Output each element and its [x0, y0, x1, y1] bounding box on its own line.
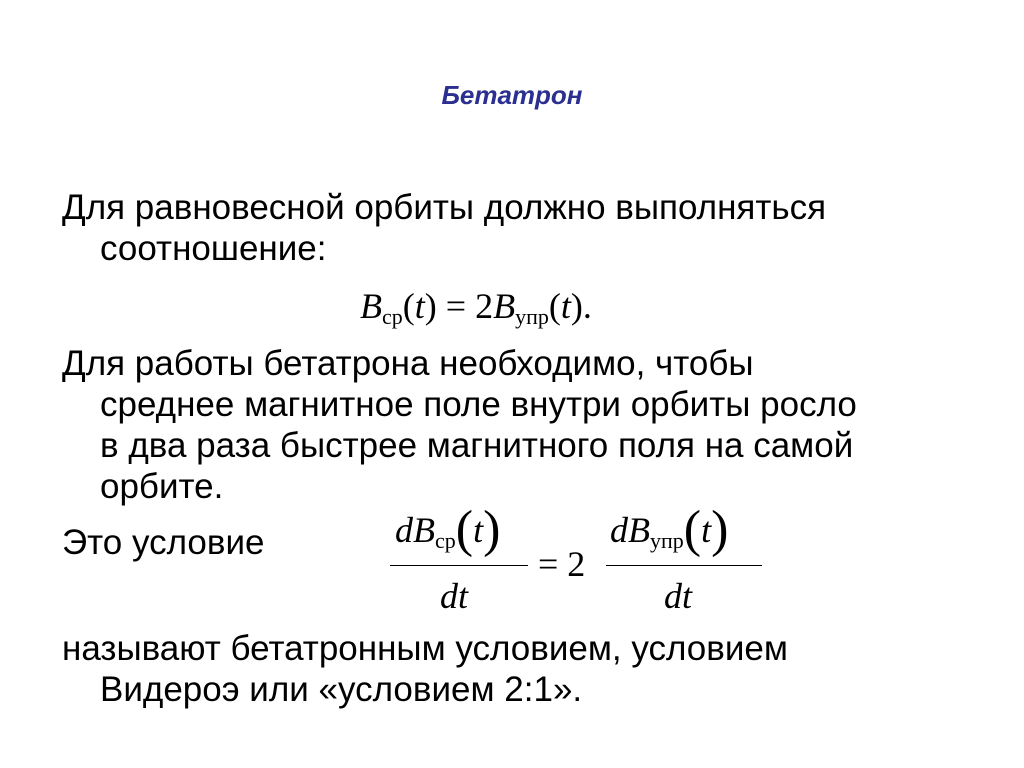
paragraph-continuation — [100, 228, 1020, 269]
paragraph-line: орбите. — [100, 467, 224, 506]
equation-arg: (t) — [402, 286, 437, 326]
equation-symbol-db: dB — [395, 510, 435, 550]
paragraph-line: называют бетатронным условием, условием — [62, 629, 788, 668]
paragraph-line: Для равновесной орбиты должно выполняться — [62, 188, 827, 227]
paragraph-continuation — [100, 384, 1020, 425]
paragraph-line: Видероэ или «условием 2:1». — [100, 670, 583, 709]
fraction-bar — [390, 565, 528, 566]
paragraph-line: соотношение: — [100, 229, 327, 268]
fraction-denominator: dt — [664, 576, 693, 616]
equation-arg: (t) — [548, 286, 583, 326]
paragraph-line: в два раза быстрее магнитного поля на самой — [100, 426, 854, 465]
equation-symbol-b: B — [493, 286, 516, 326]
equation-symbol-db: dB — [610, 510, 650, 550]
equation-arg-t: t — [473, 510, 484, 550]
fraction-numerator: $dB_{упр}(t)$ — [610, 501, 729, 558]
paragraph-continuation — [100, 669, 1020, 710]
paragraph-equilibrium-orbit — [62, 187, 1020, 228]
paragraph-line: Это условие — [62, 523, 265, 562]
paragraph-line: Для работы бетатрона необходимо, чтобы — [62, 344, 754, 383]
slide-title: Бетатрон — [441, 80, 583, 110]
equation-symbol-b: B — [360, 286, 382, 326]
fraction-bar — [606, 565, 762, 566]
equation-subscript: ср — [382, 304, 403, 329]
paragraph-betatron-work — [62, 343, 1020, 384]
equation-arg-t: t — [701, 510, 712, 550]
equation-subscript: упр — [515, 304, 549, 329]
fraction-denominator: dt — [440, 576, 469, 616]
equation-equals-two: = 2 — [538, 544, 586, 584]
paragraph-continuation — [100, 425, 1020, 466]
equation-equals-two: = 2 — [436, 286, 494, 326]
equation-equilibrium — [360, 285, 592, 330]
paragraph-line: среднее магнитное поле внутри орбиты росло — [100, 385, 857, 424]
paragraph-named-condition — [62, 628, 1020, 669]
equation-subscript: упр — [650, 528, 684, 553]
equation-subscript: ср — [435, 528, 456, 553]
fraction-numerator: $dB_{ср}(t)$ — [395, 501, 501, 558]
equation-period: . — [582, 286, 592, 326]
paragraph-continuation — [100, 466, 1020, 507]
